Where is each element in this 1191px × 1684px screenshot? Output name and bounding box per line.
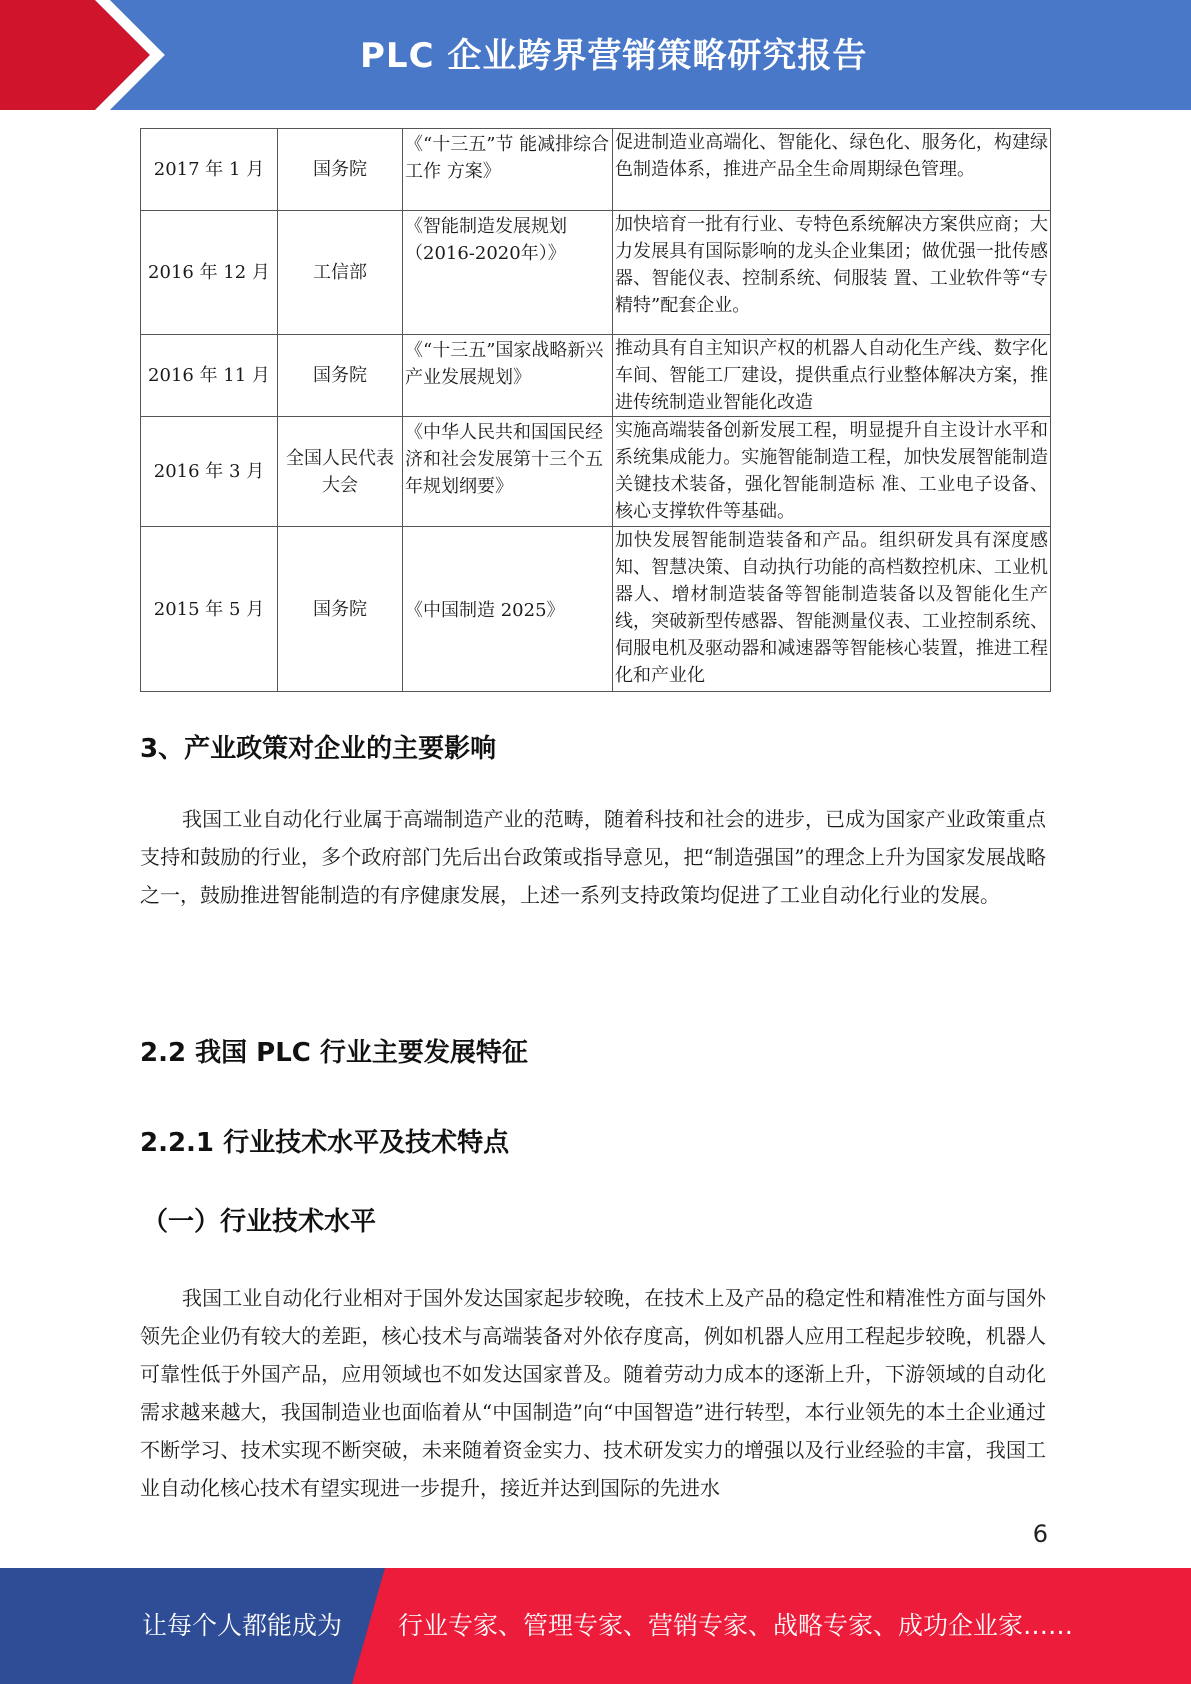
subsection-heading: 2.2.1 行业技术水平及技术特点	[140, 1128, 510, 1158]
page-number: 6	[1032, 1520, 1048, 1548]
cell-dept: 国务院	[278, 129, 403, 211]
cell-doc: 《中华人民共和国国民经济和社会发展第十三个五年规划纲要》	[403, 417, 613, 527]
cell-doc: 《中国制造 2025》	[403, 527, 613, 692]
policy-table	[140, 128, 1051, 692]
table-row	[141, 527, 1051, 692]
cell-content: 实施高端装备创新发展工程，明显提升自主设计水平和系统集成能力。实施智能制造工程，加快发展智能制造关键技术装备，强化智能制造标 准、工业电子设备、核心支撑软件等基础。	[613, 417, 1051, 527]
section-paragraph: 我国工业自动化行业相对于国外发达国家起步较晚，在技术上及产品的稳定性和精准性方面与国外领先企业仍有较大的差距，核心技术与高端装备对外依存度高，例如机器人应用工程起步较晚，机器人可靠性低于外国产品，应用领域也不如发达国家普及。随着劳动力成本的逐渐上升，下游领域的自动化需求越来越大，我国制造业也面临着从“中国制造”向“中国智造”进行转型，本行业领先的本土企业通过不断学习、技术实现不断突破，未来随着资金实力、技术研发实力的增强以及行业经验的丰富，我国工业自动化核心技术有望实现进一步提升，接近并达到国际的先进水	[140, 1286, 1046, 1500]
cell-date: 2016 年 11 月	[141, 335, 278, 417]
subsection-heading: （一）行业技术水平	[142, 1207, 377, 1237]
cell-doc: 《智能制造发展规划（2016-2020年）》	[403, 211, 613, 335]
cell-content: 加快培育一批有行业、专特色系统解决方案供应商；大力发展具有国际影响的龙头企业集团；做优强一批传感器、智能仪表、控制系统、伺服装 置、工业软件等“专精特”配套企业。	[613, 211, 1051, 335]
cell-doc: 《“十三五”国家战略新兴产业发展规划》	[403, 335, 613, 417]
table-row	[141, 417, 1051, 527]
table-row	[141, 211, 1051, 335]
section-paragraph: 我国工业自动化行业属于高端制造产业的范畴，随着科技和社会的进步，已成为国家产业政策重点支持和鼓励的行业，多个政府部门先后出台政策或指导意见，把“制造强国”的理念上升为国家发展战略之一，鼓励推进智能制造的有序健康发展，上述一系列支持政策均促进了工业自动化行业的发展。	[140, 807, 1046, 907]
cell-date: 2017 年 1 月	[141, 129, 278, 211]
section-heading: 3、产业政策对企业的主要影响	[140, 734, 497, 764]
cell-date: 2016 年 12 月	[141, 211, 278, 335]
report-title: PLC 企业跨界营销策略研究报告	[360, 36, 868, 76]
table-row	[141, 335, 1051, 417]
footer-slogan-right: 行业专家、管理专家、营销专家、战略专家、成功企业家……	[398, 1611, 1074, 1640]
cell-doc: 《“十三五”节 能减排综合工作 方案》	[403, 129, 613, 211]
cell-date: 2016 年 3 月	[141, 417, 278, 527]
page-header	[0, 0, 1191, 110]
footer-slogan-left: 让每个人都能成为	[142, 1611, 343, 1640]
table-row	[141, 129, 1051, 211]
section-heading: 2.2 我国 PLC 行业主要发展特征	[140, 1038, 528, 1068]
cell-content: 加快发展智能制造装备和产品。组织研发具有深度感知、智慧决策、自动执行功能的高档数控机床、工业机器人、增材制造装备等智能制造装备以及智能化生产线，突破新型传感器、智能测量仪表、工业控制系统、伺服电机及驱动器和减速器等智能核心装置，推进工程化和产业化	[613, 527, 1051, 692]
page-footer	[0, 1568, 1191, 1684]
cell-dept: 全国人民代表大会	[278, 417, 403, 527]
cell-dept: 国务院	[278, 335, 403, 417]
cell-content: 推动具有自主知识产权的机器人自动化生产线、数字化车间、智能工厂建设，提供重点行业整体解决方案，推进传统制造业智能化改造	[613, 335, 1051, 417]
cell-dept: 国务院	[278, 527, 403, 692]
cell-content: 促进制造业高端化、智能化、绿色化、服务化，构建绿色制造体系，推进产品全生命周期绿色管理。	[613, 129, 1051, 211]
cell-dept: 工信部	[278, 211, 403, 335]
cell-date: 2015 年 5 月	[141, 527, 278, 692]
